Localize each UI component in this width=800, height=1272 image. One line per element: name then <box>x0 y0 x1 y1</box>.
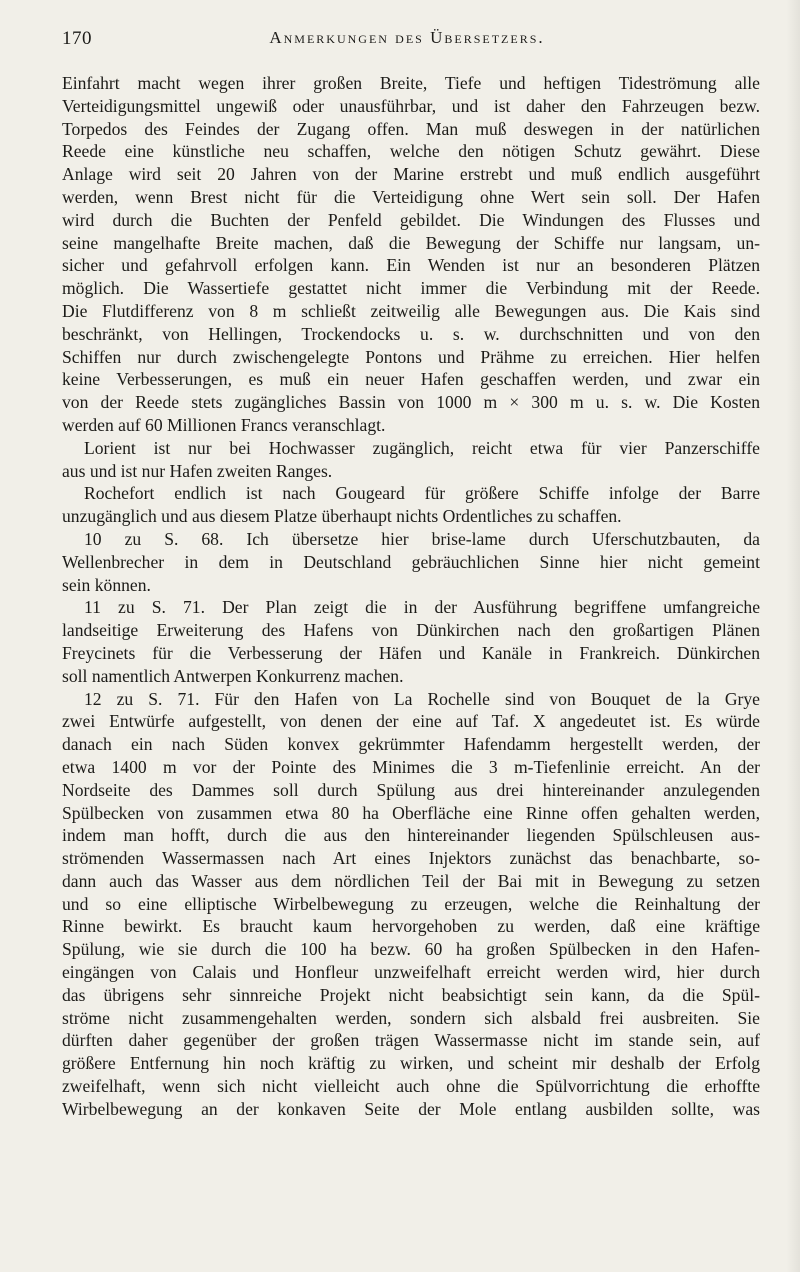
text-line: dann auch das Wasser aus dem nördlichen Teil der Bai mit in Bewegung zu setzen <box>62 870 760 891</box>
text-line: möglich. Die Wassertiefe gestattet nicht immer die Verbindung mit der Reede. <box>62 278 760 299</box>
text-line: sein können. <box>62 574 151 595</box>
paragraph <box>62 437 760 483</box>
paragraph <box>62 596 760 687</box>
page-number: 170 <box>62 28 92 49</box>
text-line: Schiffen nur durch zwischengelegte Pontons und Prähme zu erreichen. Hier helfen <box>62 346 760 367</box>
running-head: Anmerkungen des Übersetzers. <box>269 28 545 47</box>
text-line: landseitige Erweiterung des Hafens von Dünkirchen nach den großartigen Plänen <box>62 620 760 641</box>
text-line: indem man hofft, durch die aus den hintereinander liegenden Spülschleusen aus- <box>62 825 760 846</box>
paragraph <box>62 528 760 596</box>
text-line: 11 zu S. 71. Der Plan zeigt die in der Ausführung begriffene umfangreiche <box>84 597 760 618</box>
page-body <box>62 72 760 1121</box>
text-line: Die Flutdifferenz von 8 m schließt zeitweilig alle Bewegungen aus. Die Kais sind <box>62 300 760 321</box>
text-line: Verteidigungsmittel ungewiß oder unausführbar, und ist daher den Fahrzeugen bezw. <box>62 95 760 116</box>
text-line: größere Entfernung hin noch kräftig zu wirken, und scheint mir deshalb der Erfolg <box>62 1053 760 1074</box>
text-line: Spülbecken von zusammen etwa 80 ha Oberfläche eine Rinne offen gehalten werden, <box>62 802 760 823</box>
text-line: unzugänglich und aus diesem Platze überhaupt nichts Ordentliches zu schaffen. <box>62 506 622 527</box>
text-line: sicher und gefahrvoll erfolgen kann. Ein Wenden ist nur an besonderen Plätzen <box>62 255 760 276</box>
text-line: soll namentlich Antwerpen Konkurrenz machen. <box>62 665 404 686</box>
paragraph <box>62 482 760 528</box>
text-line: seine mangelhafte Breite machen, daß die Bewegung der Schiffe nur langsam, un- <box>62 232 760 253</box>
text-line: Nordseite des Dammes soll durch Spülung aus drei hintereinander anzulegenden <box>62 779 760 800</box>
text-line: beschränkt, von Hellingen, Trockendocks u. s. w. durchschnitten und von den <box>62 323 760 344</box>
text-line: eingängen von Calais und Honfleur unzweifelhaft erreicht werden wird, hier durch <box>62 962 760 983</box>
paragraph <box>62 688 760 1121</box>
text-line: Lorient ist nur bei Hochwasser zugänglich, reicht etwa für vier Panzerschiffe <box>84 437 760 458</box>
text-line: Freycinets für die Verbesserung der Häfen und Kanäle in Frankreich. Dünkirchen <box>62 642 760 663</box>
paragraph <box>62 72 760 437</box>
text-line: aus und ist nur Hafen zweiten Ranges. <box>62 460 333 481</box>
text-line: werden, wenn Brest nicht für die Verteidigung ohne Wert sein soll. Der Hafen <box>62 186 760 207</box>
text-line: Wirbelbewegung an der konkaven Seite der Mole entlang ausbilden sollte, was <box>62 1098 760 1119</box>
page-header <box>62 28 752 54</box>
text-line: Torpedos des Feindes der Zugang offen. Man muß deswegen in der natürlichen <box>62 118 760 139</box>
text-line: Spülung, wie sie durch die 100 ha bezw. 60 ha großen Spülbecken in den Hafen- <box>62 939 760 960</box>
text-line: strömenden Wassermassen nach Art eines Injektors zunächst das benachbarte, so- <box>62 848 760 869</box>
text-line: 10 zu S. 68. Ich übersetze hier brise-lame durch Uferschutzbauten, da <box>84 528 760 549</box>
text-line: 12 zu S. 71. Für den Hafen von La Rochelle sind von Bouquet de la Grye <box>84 688 760 709</box>
text-line: dürften daher gegenüber der großen trägen Wassermasse nicht im stande sein, auf <box>62 1030 760 1051</box>
text-line: und so eine elliptische Wirbelbewegung zu erzeugen, welche die Reinhaltung der <box>62 893 760 914</box>
text-line: Anlage wird seit 20 Jahren von der Marine erstrebt und muß endlich ausgeführt <box>62 164 760 185</box>
text-line: Wellenbrecher in dem in Deutschland gebräuchlichen Sinne hier nicht gemeint <box>62 551 760 572</box>
text-line: keine Verbesserungen, es muß ein neuer Hafen geschaffen werden, und zwar ein <box>62 369 760 390</box>
text-line: zwei Entwürfe aufgestellt, von denen der eine auf Taf. X angedeutet ist. Es würde <box>62 711 760 732</box>
text-line: ströme nicht zusammengehalten werden, sondern sich alsbald frei ausbreiten. Sie <box>62 1007 760 1028</box>
text-line: das übrigens sehr sinnreiche Projekt nicht beabsichtigt sein kann, da die Spül- <box>62 984 760 1005</box>
text-line: Rinne bewirkt. Es braucht kaum hervorgehoben zu werden, daß eine kräftige <box>62 916 760 937</box>
text-line: etwa 1400 m vor der Pointe des Minimes die 3 m-Tiefenlinie erreicht. An der <box>62 756 760 777</box>
text-line: danach ein nach Süden konvex gekrümmter Hafendamm hergestellt werden, der <box>62 734 760 755</box>
text-line: von der Reede stets zugängliches Bassin von 1000 m × 300 m u. s. w. Die Kosten <box>62 392 760 413</box>
text-line: Rochefort endlich ist nach Gougeard für größere Schiffe infolge der Barre <box>84 483 760 504</box>
page-edge-shadow <box>786 0 800 1272</box>
text-line: werden auf 60 Millionen Francs veranschlagt. <box>62 414 386 435</box>
text-line: wird durch die Buchten der Penfeld gebildet. Die Windungen des Flusses und <box>62 209 760 230</box>
text-line: zweifelhaft, wenn sich nicht vielleicht auch ohne die Spülvorrichtung die erhoffte <box>62 1076 760 1097</box>
text-line: Reede eine künstliche neu schaffen, welche den nötigen Schutz gewährt. Diese <box>62 141 760 162</box>
text-line: Einfahrt macht wegen ihrer großen Breite, Tiefe und heftigen Tideströmung alle <box>62 73 760 93</box>
